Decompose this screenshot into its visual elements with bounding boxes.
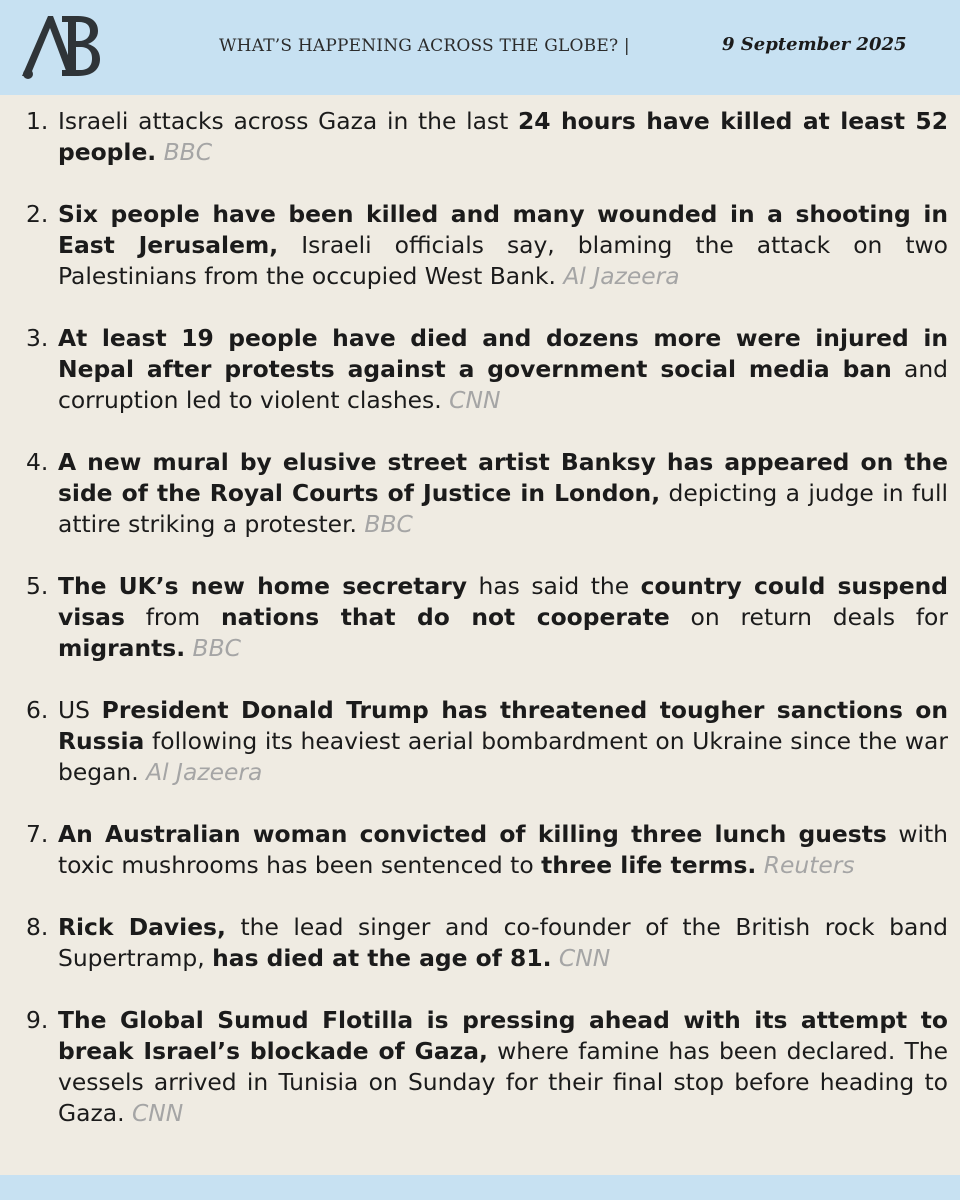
news-headline-bold: The Global Sumud Flotilla is pressing ahead with its attempt to break Israel’s blockade of Gaza, xyxy=(58,1006,948,1065)
brand-logo xyxy=(18,10,102,80)
news-headline-bold: A new mural by elusive street artist Banksy has appeared on the side of the Royal Courts of Justice in London, xyxy=(58,448,948,507)
news-text: on return deals for xyxy=(669,603,948,631)
news-item xyxy=(26,571,948,664)
news-text: with toxic mushrooms has been sentenced to xyxy=(58,820,948,879)
news-source: BBC xyxy=(364,510,413,538)
news-headline-bold: nations that do not cooperate xyxy=(220,603,670,631)
news-headline-bold: 24 hours have killed at least 52 people. xyxy=(58,107,948,166)
news-item-number: 3. xyxy=(26,324,49,352)
news-source: Al Jazeera xyxy=(563,262,680,290)
news-item-number: 5. xyxy=(26,572,49,600)
header-title: WHAT’S HAPPENING ACROSS THE GLOBE? | xyxy=(219,36,630,56)
news-headline-bold: An Australian woman convicted of killing three lunch guests xyxy=(58,820,887,848)
news-text: from xyxy=(124,603,221,631)
news-item xyxy=(26,1005,948,1129)
news-item-number: 7. xyxy=(26,820,49,848)
news-source: CNN xyxy=(558,944,611,972)
news-headline-bold: President Donald Trump has threatened tougher sanctions on Russia xyxy=(58,696,948,755)
news-item-number: 4. xyxy=(26,448,49,476)
news-item-number: 6. xyxy=(26,696,49,724)
news-item xyxy=(26,447,948,540)
header-date: 9 September 2025 xyxy=(722,34,907,55)
news-headline-bold: At least 19 people have died and dozens more were injured in Nepal after protests against a government social media ban xyxy=(58,324,948,383)
header-banner xyxy=(0,0,960,95)
news-list xyxy=(26,106,948,1129)
news-source: Al Jazeera xyxy=(146,758,263,786)
news-source: CNN xyxy=(449,386,501,414)
news-headline-bold: three life terms. xyxy=(541,851,757,879)
news-item xyxy=(26,106,948,168)
news-item-number: 2. xyxy=(26,200,49,228)
news-item xyxy=(26,199,948,292)
news-source: BBC xyxy=(163,138,213,166)
news-source: Reuters xyxy=(763,851,855,879)
news-item xyxy=(26,912,948,974)
news-text: depicting a judge in full attire striking a protester. xyxy=(58,479,948,538)
footer-band xyxy=(0,1175,960,1200)
news-item-number: 8. xyxy=(26,913,49,941)
news-item xyxy=(26,323,948,416)
news-text: has said the xyxy=(467,572,641,600)
news-headline-bold: Rick Davies, xyxy=(58,913,226,941)
news-headline-bold: has died at the age of 81. xyxy=(212,944,552,972)
news-headline-bold: The UK’s new home secretary xyxy=(58,572,468,600)
news-text: Israeli officials say, blaming the attack on two Palestinians from the occupied West Bank. xyxy=(58,231,948,290)
news-item xyxy=(26,819,948,881)
news-headline-bold: migrants. xyxy=(58,634,186,662)
news-item-number: 1. xyxy=(26,107,49,135)
news-text: the lead singer and co-founder of the British rock band Supertramp, xyxy=(58,913,948,972)
news-text: following its heaviest aerial bombardment on Ukraine since the war began. xyxy=(58,727,948,786)
news-headline-bold: Six people have been killed and many wounded in a shooting in East Jerusalem, xyxy=(58,200,948,259)
news-text: and corruption led to violent clashes. xyxy=(58,355,948,414)
news-source: CNN xyxy=(131,1099,184,1127)
news-item-number: 9. xyxy=(26,1006,49,1034)
news-source: BBC xyxy=(192,634,241,662)
news-headline-bold: country could suspend visas xyxy=(58,572,949,631)
news-item xyxy=(26,695,948,788)
news-text: where famine has been declared. The vessels arrived in Tunisia on Sunday for their final stop before heading to Gaza. xyxy=(58,1037,948,1127)
news-text: US xyxy=(58,696,102,724)
news-text: Israeli attacks across Gaza in the last xyxy=(58,107,518,135)
